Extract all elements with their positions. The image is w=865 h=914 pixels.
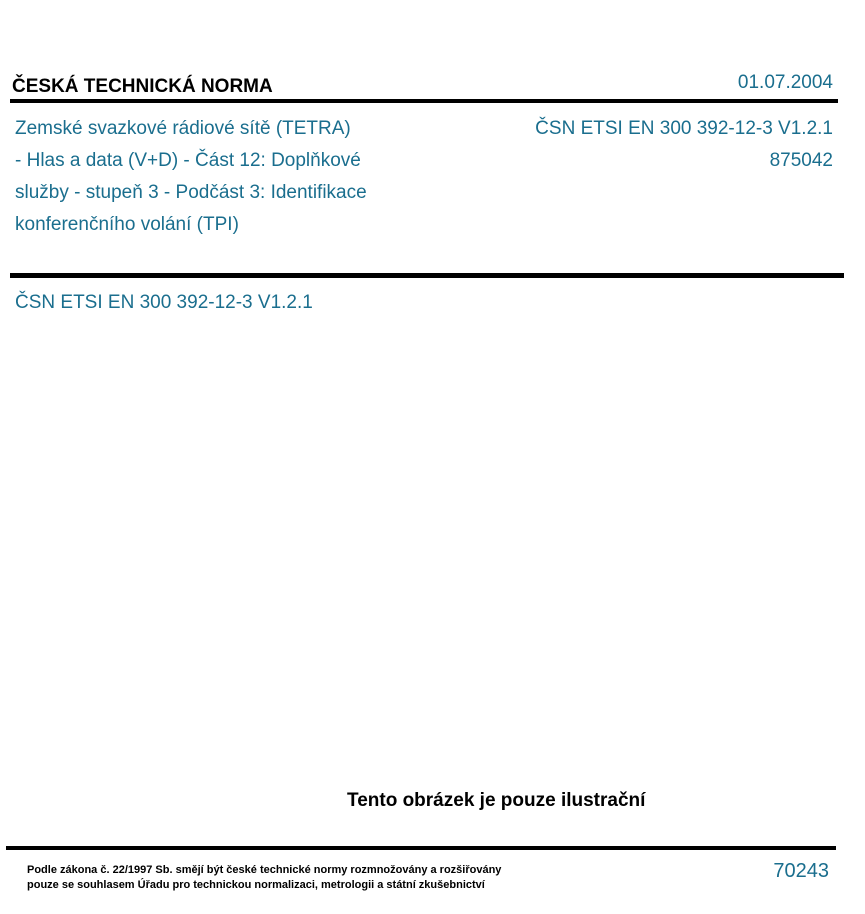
bottom-divider	[6, 846, 836, 850]
middle-divider	[10, 273, 844, 278]
issue-date: 01.07.2004	[737, 72, 833, 93]
catalog-number: 875042	[769, 150, 833, 171]
illustration-note: Tento obrázek je pouze ilustrační	[347, 790, 646, 811]
top-divider	[10, 99, 838, 103]
legal-notice-line: pouze se souhlasem Úřadu pro technickou normalizaci, metrologii a státní zkušebnictví	[27, 879, 485, 891]
standard-title	[15, 113, 445, 241]
standard-code: ČSN ETSI EN 300 392-12-3 V1.2.1	[535, 118, 833, 139]
footer-number: 70243	[773, 860, 829, 882]
standard-title-line: konferenčního volání (TPI)	[15, 214, 239, 235]
legal-notice-line: Podle zákona č. 22/1997 Sb. smějí být české technické normy rozmnožovány a rozšiřovány	[27, 864, 502, 876]
norm-heading: ČESKÁ TECHNICKÁ NORMA	[12, 76, 273, 97]
standard-title-line: Zemské svazkové rádiové sítě (TETRA)	[15, 118, 351, 139]
standard-title-line: služby - stupeň 3 - Podčást 3: Identifikace	[15, 182, 367, 203]
standard-code-repeat: ČSN ETSI EN 300 392-12-3 V1.2.1	[15, 292, 313, 313]
standard-title-line: - Hlas a data (V+D) - Část 12: Doplňkové	[15, 150, 361, 171]
legal-notice	[27, 863, 501, 893]
